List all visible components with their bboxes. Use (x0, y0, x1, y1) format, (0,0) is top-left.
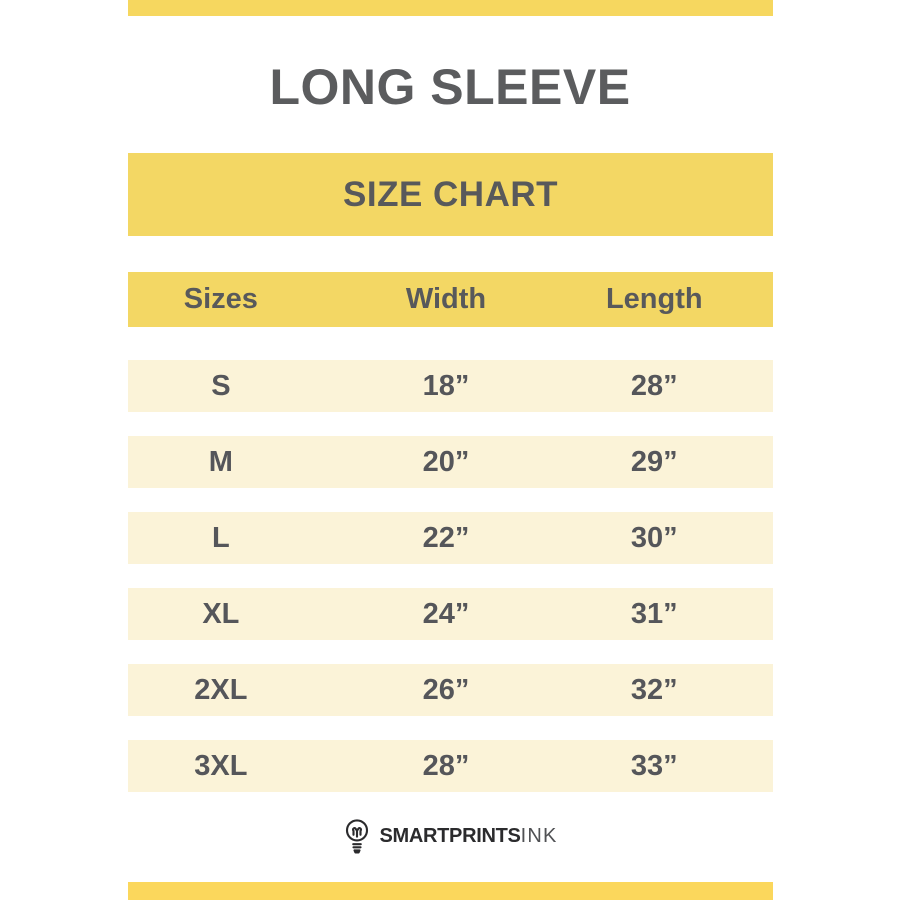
brand-wordmark (379, 825, 557, 848)
table-row-s (128, 360, 773, 412)
length-value: 28” (630, 369, 678, 402)
length-value: 33” (630, 749, 678, 782)
top-accent-bar (128, 0, 773, 16)
table-row-xl (128, 588, 773, 640)
lightbulb-icon (342, 817, 372, 855)
size-label: L (212, 521, 230, 554)
bottom-accent-bar (128, 882, 773, 900)
column-header-sizes: Sizes (183, 283, 258, 315)
width-value: 18” (422, 369, 470, 402)
width-value: 24” (422, 597, 470, 630)
table-row-2xl (128, 664, 773, 716)
brand-name-bold: SMARTPRINTS (379, 824, 521, 847)
size-label: M (208, 445, 233, 478)
size-label: S (211, 369, 231, 402)
table-row-3xl (128, 740, 773, 792)
brand-logo (0, 816, 900, 856)
length-value: 30” (630, 521, 678, 554)
page-title: LONG SLEEVE (269, 59, 631, 115)
length-value: 32” (630, 673, 678, 706)
table-header-row (128, 272, 773, 327)
table-row-l (128, 512, 773, 564)
size-label: XL (202, 597, 240, 630)
width-value: 28” (422, 749, 470, 782)
size-label: 2XL (194, 673, 248, 706)
column-header-length: Length (605, 283, 703, 315)
table-row-m (128, 436, 773, 488)
width-value: 22” (422, 521, 470, 554)
length-value: 31” (630, 597, 678, 630)
length-value: 29” (630, 445, 678, 478)
size-chart-banner-label: SIZE CHART (343, 174, 558, 214)
brand-name-light: INK (520, 824, 558, 847)
size-label: 3XL (194, 749, 248, 782)
width-value: 20” (422, 445, 470, 478)
width-value: 26” (422, 673, 470, 706)
size-chart-banner (128, 153, 773, 236)
column-header-width: Width (405, 283, 487, 315)
